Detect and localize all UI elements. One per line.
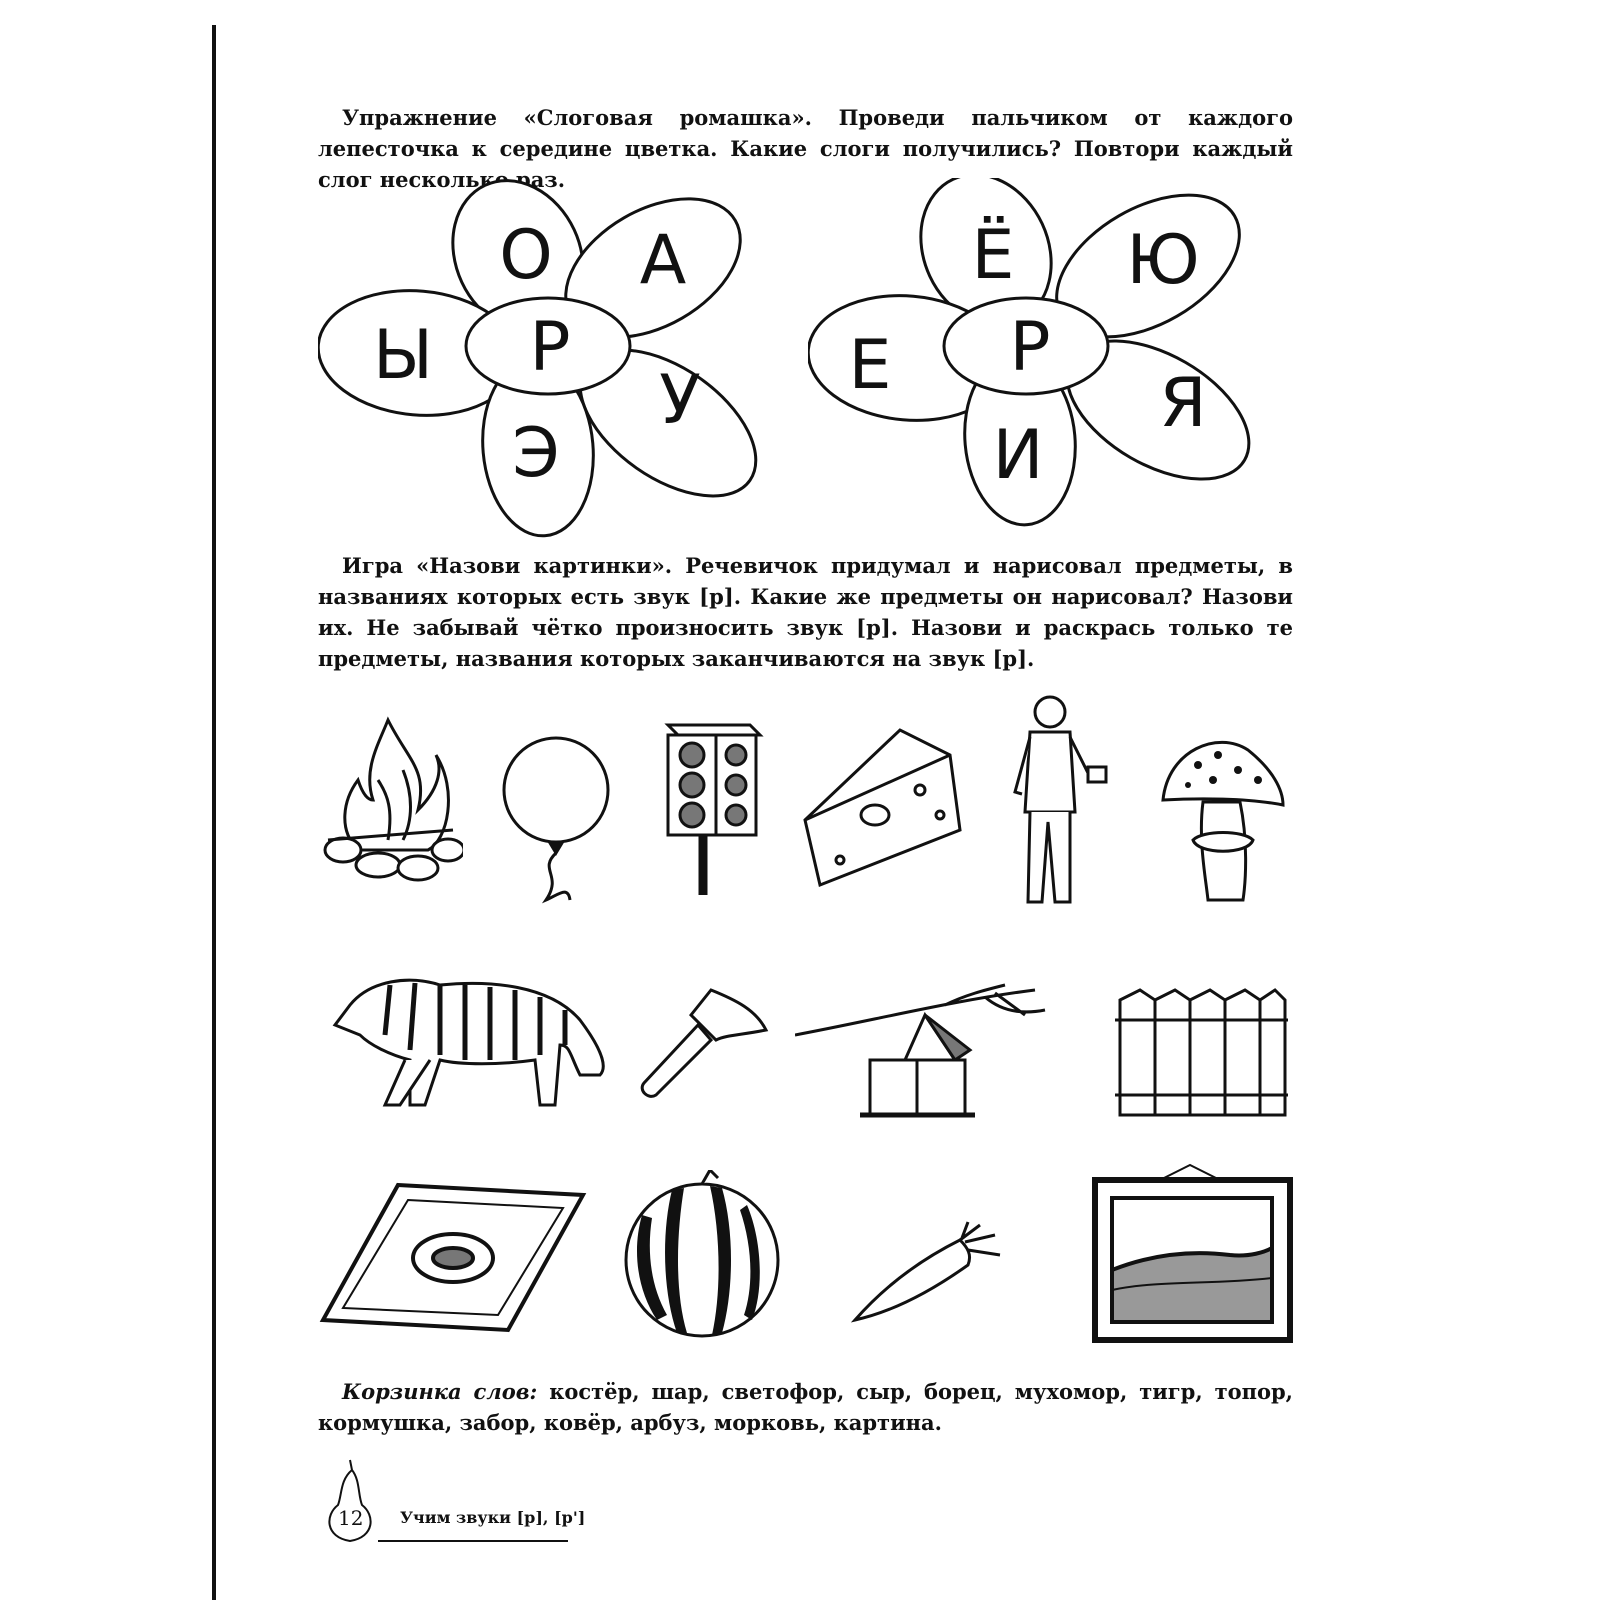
fence-picture xyxy=(1110,985,1290,1135)
carrot-picture xyxy=(850,1220,1005,1330)
word-basket-label: Корзинка слов: xyxy=(342,1379,538,1404)
axe-picture xyxy=(636,985,776,1105)
footer-divider xyxy=(378,1540,568,1542)
balloon-picture xyxy=(498,735,618,905)
bird-feeder-picture xyxy=(795,975,1060,1130)
game-title: Игра «Назови картинки». xyxy=(342,553,673,578)
petal-letter: У xyxy=(659,361,701,440)
petal-letter: Э xyxy=(512,414,560,493)
watermelon-picture xyxy=(622,1170,782,1340)
toadstool-picture xyxy=(1158,730,1288,910)
page-number: 12 xyxy=(338,1506,364,1530)
petal-letter: И xyxy=(992,416,1044,495)
page-edge-line xyxy=(212,25,216,1600)
carpet-picture xyxy=(318,1180,588,1340)
petal-letter: Е xyxy=(848,326,892,405)
syllable-flower-1 xyxy=(318,178,778,538)
exercise1-text: Проведи пальчиком от каждого лепесточка к середине цветка. Какие слоги получились? Повтори каждый слог несколько раз. xyxy=(318,105,1293,192)
campfire-picture xyxy=(318,700,463,890)
game-text: Речевичок придумал и нарисовал предметы, в названиях которых есть звук [р]. Какие же предметы он нарисовал? Назови их. Не забывай чётко произносить звук [р]. Назови и раскрась только те предметы, названия которых заканчиваются на звук [р]. xyxy=(318,553,1293,671)
pear-icon xyxy=(320,1455,380,1545)
syllable-flower-2 xyxy=(808,178,1278,538)
petal-letter: О xyxy=(499,216,553,295)
game-paragraph xyxy=(318,550,1293,674)
painting-picture xyxy=(1090,1160,1295,1345)
footer-title: Учим звуки [р], [р'] xyxy=(400,1508,586,1527)
petal-letter: Я xyxy=(1159,364,1207,443)
petal-letter: А xyxy=(639,221,687,300)
tiger-picture xyxy=(330,965,615,1120)
center-letter: Р xyxy=(529,308,571,387)
petal-letter: Ы xyxy=(373,316,433,395)
word-basket-paragraph xyxy=(318,1376,1293,1438)
exercise1-title: Упражнение «Слоговая ромашка». xyxy=(342,105,812,130)
petal-letter: Ю xyxy=(1126,221,1200,300)
traffic-light-picture xyxy=(660,715,770,895)
petal-letter: Ё xyxy=(971,216,1015,295)
word-basket-words: костёр, шар, светофор, сыр, борец, мухомор, тигр, топор, кормушка, забор, ковёр, арбуз, морковь, картина. xyxy=(318,1379,1293,1435)
center-letter: Р xyxy=(1009,308,1051,387)
cheese-picture xyxy=(800,720,970,900)
wrestler-picture xyxy=(1000,692,1110,922)
